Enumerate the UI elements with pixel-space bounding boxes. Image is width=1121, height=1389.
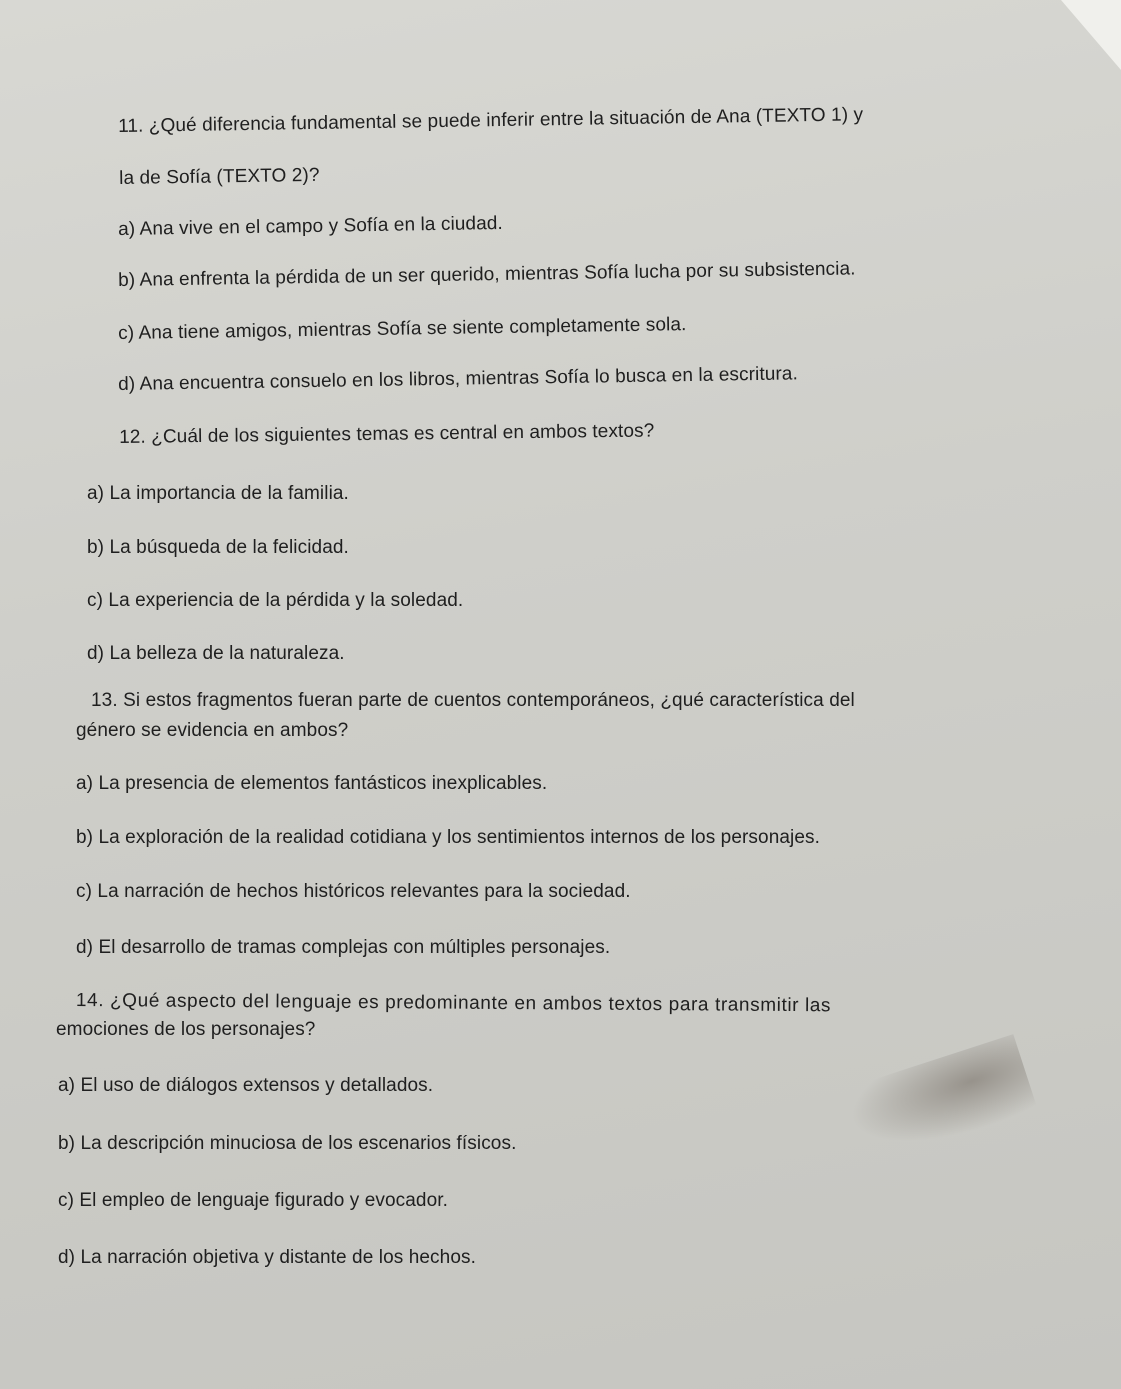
question-13-option-c: c) La narración de hechos históricos relevantes para la sociedad.	[76, 881, 631, 902]
question-11-option-a: a) Ana vive en el campo y Sofía en la ciudad.	[118, 212, 504, 240]
question-12-option-b: b) La búsqueda de la felicidad.	[87, 537, 349, 558]
question-14-option-d: d) La narración objetiva y distante de los hechos.	[58, 1247, 476, 1268]
question-12-option-c: c) La experiencia de la pérdida y la soledad.	[87, 590, 464, 611]
question-12-option-d: d) La belleza de la naturaleza.	[87, 643, 345, 664]
question-11-stem-line2: la de Sofía (TEXTO 2)?	[119, 164, 320, 189]
question-12-option-a: a) La importancia de la familia.	[87, 483, 349, 504]
question-13-option-a: a) La presencia de elementos fantásticos inexplicables.	[76, 773, 548, 794]
question-14-stem-line2: emociones de los personajes?	[56, 1019, 316, 1040]
question-11-option-b: b) Ana enfrenta la pérdida de un ser querido, mientras Sofía lucha por su subsistencia.	[118, 258, 856, 291]
question-13-option-d: d) El desarrollo de tramas complejas con múltiples personajes.	[76, 937, 611, 958]
question-11-option-d: d) Ana encuentra consuelo en los libros, mientras Sofía lo busca en la escritura.	[118, 363, 799, 395]
question-14-option-c: c) El empleo de lenguaje figurado y evocador.	[58, 1190, 449, 1211]
question-14-stem-line1: 14. ¿Qué aspecto del lenguaje es predominante en ambos textos para transmitir las	[75, 990, 832, 1017]
question-11-stem-line1: 11. ¿Qué diferencia fundamental se puede inferir entre la situación de Ana (TEXTO 1) y	[118, 104, 864, 137]
question-13-stem-line1: 13. Si estos fragmentos fueran parte de cuentos contemporáneos, ¿qué característica del	[91, 690, 855, 711]
question-11-option-c: c) Ana tiene amigos, mientras Sofía se siente completamente sola.	[118, 314, 687, 344]
question-13-option-b: b) La exploración de la realidad cotidiana y los sentimientos internos de los personajes.	[76, 827, 820, 848]
question-14-option-b: b) La descripción minuciosa de los escenarios físicos.	[58, 1133, 517, 1154]
question-13-stem-line2: género se evidencia en ambos?	[76, 720, 349, 741]
question-12-stem-line1: 12. ¿Cuál de los siguientes temas es central en ambos textos?	[119, 420, 655, 448]
question-14-option-a: a) El uso de diálogos extensos y detallados.	[58, 1075, 434, 1096]
